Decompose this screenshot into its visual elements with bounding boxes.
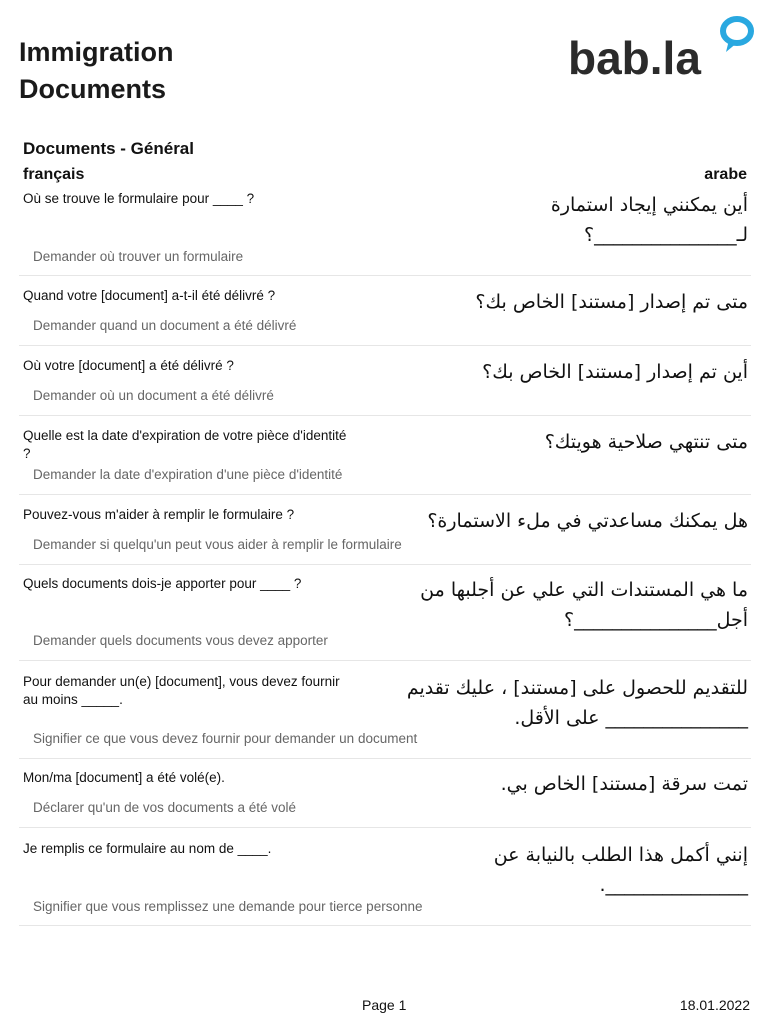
phrase-entry <box>19 287 751 346</box>
title-line-2: Documents <box>19 74 167 104</box>
french-phrase: Où votre [document] a été délivré ? <box>23 358 234 373</box>
arabic-phrase: للتقديم للحصول على [مستند] ، عليك تقديم _______________ على الأقل. <box>406 677 748 729</box>
document-title <box>19 34 174 108</box>
usage-note: Demander la date d'expiration d'une pièce d'identité <box>33 467 343 482</box>
arabic-phrase: أين يمكنني إيجاد استمارة لـ_______________؟ <box>550 194 748 246</box>
footer-date: 18.01.2022 <box>679 997 750 1013</box>
french-phrase: Mon/ma [document] a été volé(e). <box>23 770 225 785</box>
phrase-entry <box>19 575 751 661</box>
arabic-phrase: أين تم إصدار [مستند] الخاص بك؟ <box>482 361 748 383</box>
phrase-entry <box>19 840 751 926</box>
french-phrase: Pour demander un(e) [document], vous devez fournir au moins _____. <box>23 674 340 707</box>
usage-note: Demander quels documents vous devez apporter <box>33 633 328 648</box>
french-phrase: Je remplis ce formulaire au nom de ____. <box>23 841 272 856</box>
arabic-phrase: تمت سرقة [مستند] الخاص بي. <box>500 773 748 795</box>
bab-la-logo <box>566 14 756 84</box>
phrase-entry <box>19 190 751 276</box>
logo-text: bab.la <box>568 32 701 84</box>
usage-note: Demander où trouver un formulaire <box>33 249 244 264</box>
target-language-label: arabe <box>704 166 747 183</box>
french-phrase: Quelle est la date d'expiration de votre pièce d'identité ? <box>23 428 347 461</box>
page-number: Page 1 <box>362 997 407 1013</box>
arabic-phrase: ما هي المستندات التي علي عن أجلبها من أجل_______________؟ <box>420 579 748 631</box>
usage-note: Demander où un document a été délivré <box>33 388 274 403</box>
phrase-entry <box>19 673 751 759</box>
phrase-entry <box>19 506 751 565</box>
arabic-phrase: متى تم إصدار [مستند] الخاص بك؟ <box>475 291 748 313</box>
french-phrase: Pouvez-vous m'aider à remplir le formulaire ? <box>23 507 295 522</box>
french-phrase: Quand votre [document] a-t-il été délivré ? <box>23 288 276 303</box>
french-phrase: Où se trouve le formulaire pour ____ ? <box>23 191 255 206</box>
french-phrase: Quels documents dois-je apporter pour ____ ? <box>23 576 302 591</box>
usage-note: Signifier que vous remplissez une demande pour tierce personne <box>33 899 423 914</box>
phrase-entry <box>19 427 751 495</box>
speech-bubble-icon <box>723 19 751 52</box>
usage-note: Déclarer qu'un de vos documents a été volé <box>33 800 296 815</box>
phrase-entry <box>19 769 751 828</box>
title-line-1: Immigration <box>19 37 174 67</box>
arabic-phrase: إنني أكمل هذا الطلب بالنيابة عن _______________. <box>493 844 748 896</box>
usage-note: Signifier ce que vous devez fournir pour demander un document <box>33 731 418 746</box>
source-language-label: français <box>23 166 85 183</box>
section-title: Documents - Général <box>23 139 194 158</box>
phrase-entry <box>19 357 751 416</box>
arabic-phrase: متى تنتهي صلاحية هويتك؟ <box>544 431 748 453</box>
usage-note: Demander quand un document a été délivré <box>33 318 297 333</box>
arabic-phrase: هل يمكنك مساعدتي في ملء الاستمارة؟ <box>427 510 748 532</box>
usage-note: Demander si quelqu'un peut vous aider à remplir le formulaire <box>33 537 402 552</box>
